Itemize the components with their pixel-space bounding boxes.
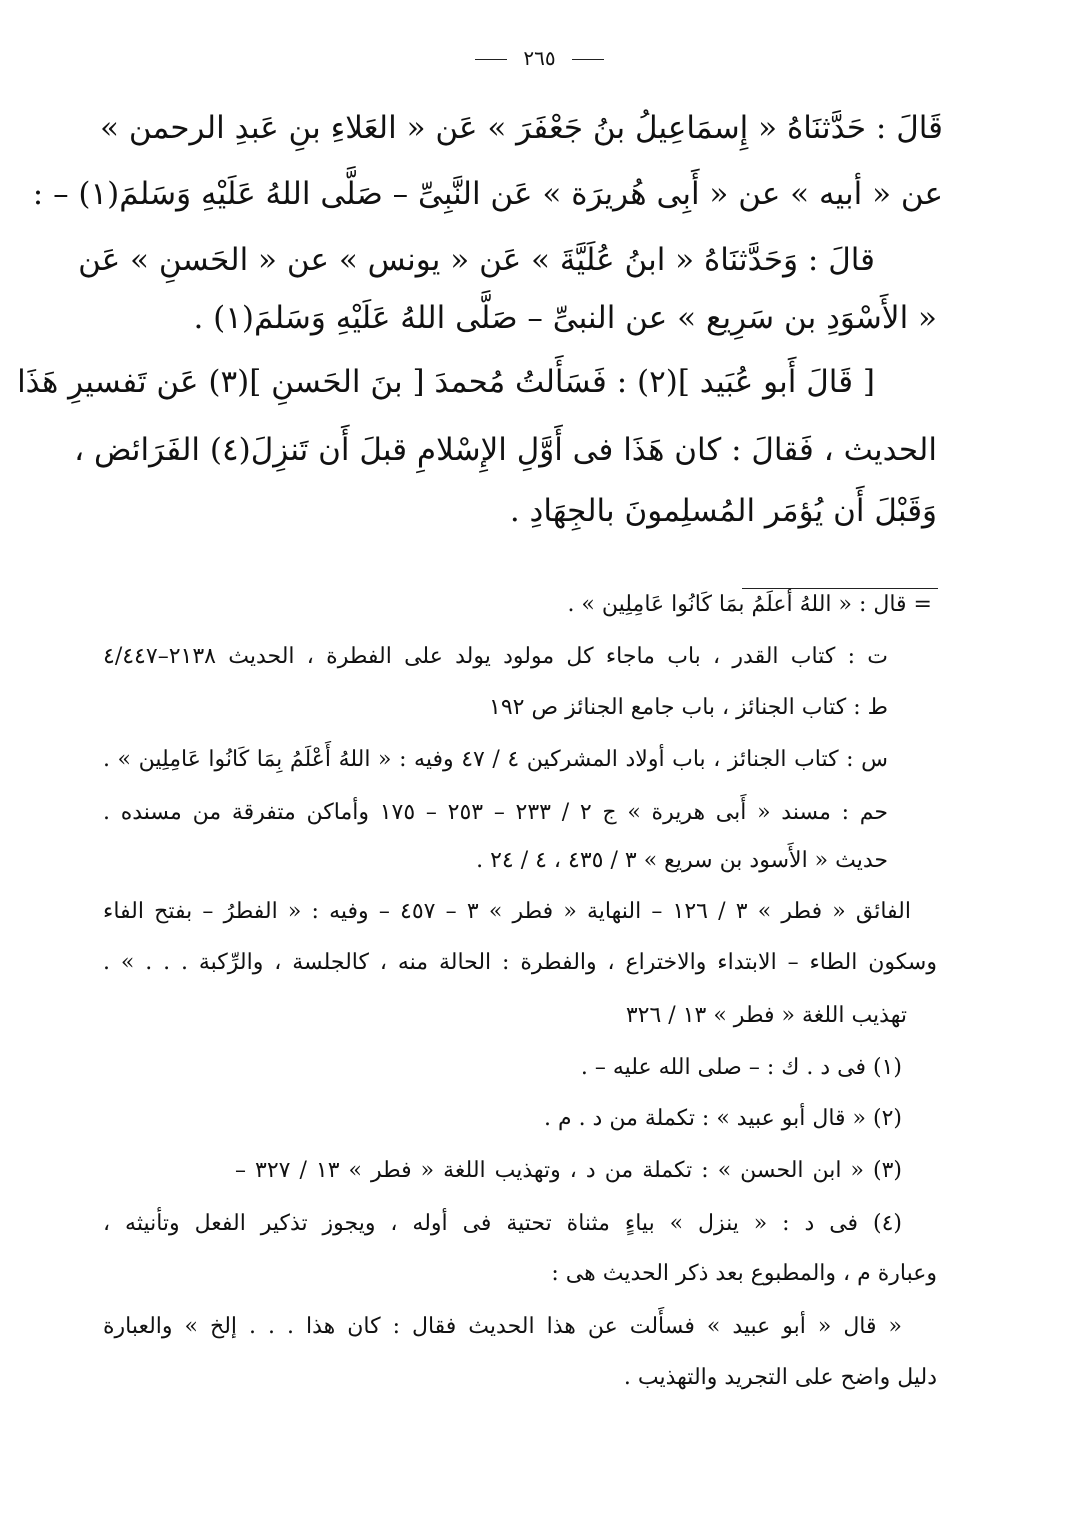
main-text-line: عن « أبيه » عن « أَبِى هُريرَة » عَن النَّبِىِّ – صَلَّى اللهُ عَلَيْهِ وَسَلمَ(١) – :	[32, 176, 943, 212]
footnote-line: الفائق « فطر » ٣ / ١٢٦ – النهاية « فطر » ٣ – ٤٥٧ – وفيه : « الفطرُ – بفتح الفاء	[103, 899, 912, 924]
main-text-line: قالَ : وَحَدَّثنَاهُ « ابنُ عُلَيَّةَ » عَن « يونس » عن « الحَسنِ » عَن	[78, 242, 875, 278]
footnote-line: تهذيب اللغة « فطر » ١٣ / ٣٢٦	[625, 1003, 907, 1028]
header-dash-right	[572, 59, 604, 60]
page-number-header	[0, 46, 1079, 70]
footnote-line: (٤) فى د : « ينزل » بياءٍ مثناة تحتية فى أوله ، ويجوز تذكير الفعل وتأنيثه ،	[103, 1211, 902, 1236]
footnote-line: دليل واضح على التجريد والتهذيب .	[623, 1365, 937, 1390]
page-number: ٢٦٥	[523, 46, 556, 70]
footnote-line: = قال : « اللهُ أعلَمُ بمَا كَانُوا عَامِلِين » .	[567, 592, 932, 617]
footnote-line: حم : مسند « أَبى هريرة » ج ٢ / ٢٣٣ – ٢٥٣ – ١٧٥ وأماكن متفرقة من مسنده .	[103, 800, 888, 825]
footnote-line: « قال « أبو عبيد » فسأَلت عن هذا الحديث فقال : كان هذا . . . إلخ » والعبارة	[103, 1314, 902, 1339]
main-text-line: وَقَبْلَ أَن يُؤمَر المُسلِمونَ بالجِهَادِ .	[509, 493, 937, 529]
footnote-line: حديث « الأَسود بن سريع » ٣ / ٤٣٥ ، ٤ / ٢٤ .	[476, 848, 888, 873]
main-text-line: [ قَالَ أَبو عُبَيد ](٢) : فَسَأَلتُ مُحمدَ [ بنَ الحَسنِ ](٣) عَن تَفسيرِ هَذَا	[17, 364, 875, 400]
main-text-line: قَالَ : حَدَّثنَاهُ « إِسمَاعِيلُ بنُ جَعْفَرَ » عَن « العَلاءِ بنِ عَبدِ الرحمن »	[100, 110, 943, 146]
footnote-line: ط : كتاب الجنائز ، باب جامع الجنائز ص ١٩٢	[489, 695, 888, 720]
main-text-line: الحديث ، فَقالَ : كان هَذَا فى أَوَّلِ الإِسْلامِ قبلَ أَن تَنزِلَ(٤) الفَرَائض ،	[74, 432, 937, 468]
footnote-line: (٣) « ابن الحسن » : تكملة من د ، وتهذيب اللغة « فطر » ١٣ / ٣٢٧ –	[235, 1158, 902, 1183]
footnote-line: ت : كتاب القدر ، باب ماجاء كل مولود يولد على الفطرة ، الحديث ٢١٣٨–٤/٤٤٧	[103, 644, 888, 669]
footnote-line: (٢) « قال أبو عبيد » : تكملة من د . م .	[543, 1106, 902, 1131]
footnote-line: (١) فى د . ك : – صلى الله عليه – .	[580, 1055, 902, 1080]
footnote-line: وعبارة م ، والمطبوع بعد ذكر الحديث هى :	[551, 1261, 937, 1286]
main-text-line: « الأَسْوَدِ بن سَرِيع » عن النبىِّ – صَلَّى اللهُ عَلَيْهِ وَسَلمَ(١) .	[193, 300, 937, 336]
footnote-line: وسكون الطاء – الابتداء والاختراع ، والفطرة : الحالة منه ، كالجلسة ، والرِّكبة . . . » .	[103, 950, 937, 975]
header-dash-left	[475, 59, 507, 60]
footnote-line: س : كتاب الجنائز ، باب أولاد المشركين ٤ / ٤٧ وفيه : « اللهُ أَعْلَمُ بِمَا كَانُوا عَامِلِين » .	[103, 747, 888, 772]
